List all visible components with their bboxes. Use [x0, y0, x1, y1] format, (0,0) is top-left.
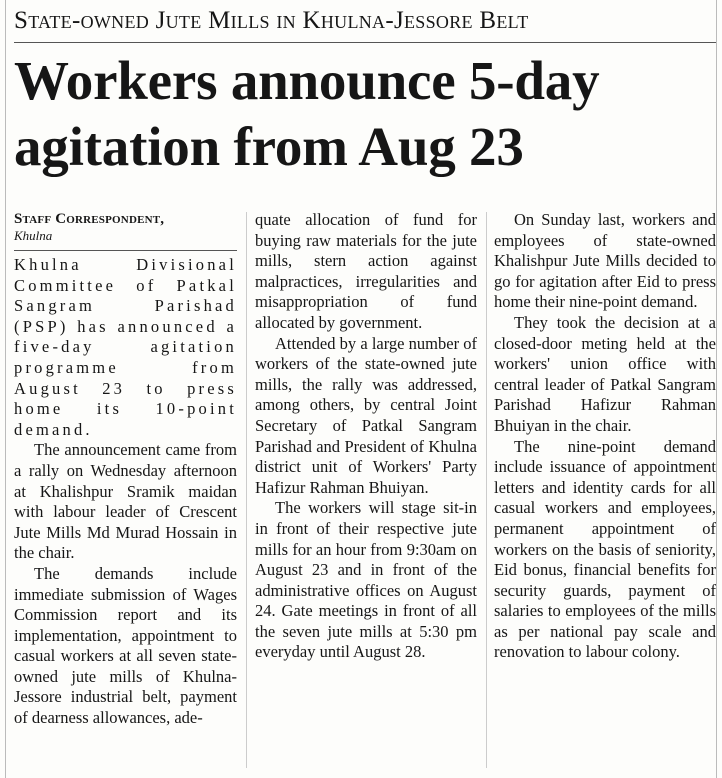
byline-divider	[14, 250, 237, 251]
article-column-3	[494, 210, 716, 663]
kicker-divider	[14, 42, 716, 43]
byline: Staff Correspondent,	[14, 211, 165, 227]
paragraph: On Sunday last, workers and employees of state-owned Khalishpur Jute Mills decided to go for agitation after Eid to press home their nine-point demand.	[494, 210, 716, 312]
paragraph-continued: quate allocation of fund for buying raw materials for the jute mills, stern action against malpractices, irregularities and misappropriation of fund allocated by government.	[255, 210, 477, 332]
dateline: Khulna	[14, 228, 53, 243]
article-kicker: State-owned Jute Mills in Khulna-Jessore Belt	[14, 7, 529, 34]
paragraph: The nine-point demand include issuance of appointment letters and identity cards for all casual workers and employees, permanent appointment of workers on the basis of seniority, Eid bonus, financial benefits for security guards, payment of salaries to employees of the mills as per national pay scale and renovation to labour colony.	[494, 436, 716, 662]
paragraph: The demands include immediate submission of Wages Commission report and its implementation, appointment to casual workers at all seven state-owned jute mills of Khulna-Jessore industrial belt, payment of dearness allowances, ade-	[14, 563, 237, 728]
paragraph: The workers will stage sit-in in front of their respective jute mills for an hour from 9:30am on August 23 and in front of the administrative offices on August 24. Gate meetings in front of all the seven jute mills at 5:30 pm everyday until August 28.	[255, 498, 477, 662]
column-divider	[246, 212, 247, 768]
paragraph: Attended by a large number of workers of the state-owned jute mills, the rally was addressed, among others, by central Joint Secretary of Patkal Sangram Parishad and President of Khulna district unit of Workers' Party Hafizur Rahman Bhuiyan.	[255, 333, 477, 497]
paragraph: They took the decision at a closed-door meting held at the workers' union office with central leader of Patkal Sangram Parishad Hafizur Rahman Bhuiyan in the chair.	[494, 312, 716, 435]
paragraph: Khulna Divisional Committee of Patkal Sangram Parishad (PSP) has announced a five-day agitation programme from August 23 to press home its 10-point demand.	[14, 255, 237, 439]
article-column-2	[255, 210, 477, 663]
article-column-1	[14, 210, 237, 729]
paragraph: The announcement came from a rally on Wednesday afternoon at Khalishpur Sramik maidan with labour leader of Crescent Jute Mills Md Murad Hossain in the chair.	[14, 440, 237, 563]
article-headline: Workers announce 5-day agitation from Aug 23	[14, 50, 600, 177]
column-divider	[486, 212, 487, 768]
